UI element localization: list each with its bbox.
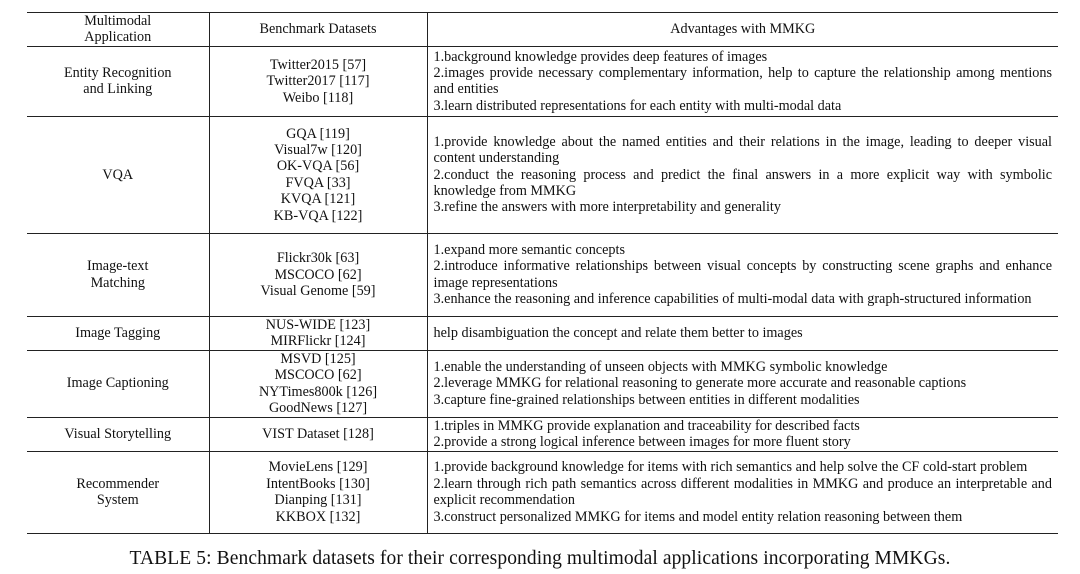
dataset-item: OK-VQA [56]	[276, 158, 360, 175]
header-datasets: Benchmark Datasets	[209, 13, 427, 47]
table-caption: TABLE 5: Benchmark datasets for their corresponding multimodal applications incorporating MMKGs.	[129, 548, 951, 569]
dataset-item: Flickr30k [63]	[276, 250, 360, 267]
dataset-item: KKBOX [132]	[275, 508, 361, 525]
dataset-item: Dianping [131]	[274, 492, 362, 509]
mmkg-applications-table	[27, 12, 1058, 534]
advantages-cell	[427, 116, 1058, 233]
advantages-cell	[427, 46, 1058, 116]
dataset-item: KB-VQA [122]	[273, 207, 363, 224]
header-advantages: Advantages with MMKG	[427, 13, 1058, 47]
advantage-item: 3.learn distributed representations for each entity with multi-modal data	[433, 97, 842, 114]
dataset-item: FVQA [33]	[285, 174, 351, 191]
advantage-item: 1.provide background knowledge for items with rich semantics and help solve the CF cold-start problem	[433, 459, 1028, 476]
advantage-item: help disambiguation the concept and relate them better to images	[433, 325, 803, 342]
datasets-cell	[209, 233, 427, 316]
table-row	[27, 417, 1058, 451]
table-row	[27, 116, 1058, 233]
table-row	[27, 46, 1058, 116]
dataset-item: Weibo [118]	[282, 89, 354, 106]
advantage-item: 1.background knowledge provides deep features of images	[433, 48, 768, 65]
advantages-cell	[427, 316, 1058, 350]
application-cell: Image Tagging	[27, 316, 209, 350]
dataset-item: NUS-WIDE [123]	[265, 316, 371, 333]
advantage-item: 3.capture fine-grained relationships between entities in different modalities	[433, 391, 860, 408]
dataset-item: MIRFlickr [124]	[270, 333, 366, 350]
advantages-cell	[427, 350, 1058, 417]
advantage-item: 3.refine the answers with more interpretability and generality	[433, 199, 781, 216]
table-row	[27, 233, 1058, 316]
advantages-cell	[427, 233, 1058, 316]
advantage-item: 1.enable the understanding of unseen objects with MMKG symbolic knowledge	[433, 359, 888, 376]
dataset-item: MSCOCO [62]	[274, 266, 362, 283]
application-cell: VQA	[27, 116, 209, 233]
dataset-item: MSVD [125]	[280, 350, 356, 367]
advantage-item: 3.enhance the reasoning and inference capabilities of multi-modal data with graph-structured information	[433, 291, 1032, 308]
advantage-item: 1.provide knowledge about the named entities and their relations in the image, leading to deeper visual content understanding	[433, 133, 1052, 167]
dataset-item: Visual Genome [59]	[260, 283, 376, 300]
application-cell: Image-text Matching	[27, 233, 209, 316]
dataset-item: Visual7w [120]	[274, 142, 362, 158]
datasets-cell	[209, 451, 427, 533]
datasets-cell	[209, 316, 427, 350]
advantages-cell	[427, 417, 1058, 451]
datasets-cell	[209, 417, 427, 451]
dataset-item: MSCOCO [62]	[274, 367, 362, 384]
advantage-item: 2.provide a strong logical inference between images for more fluent story	[433, 434, 851, 451]
application-cell: Image Captioning	[27, 350, 209, 417]
datasets-cell	[209, 350, 427, 417]
dataset-item: MovieLens [129]	[268, 459, 368, 476]
application-cell: Entity Recognition and Linking	[27, 46, 209, 116]
dataset-item: GQA [119]	[286, 125, 350, 142]
advantage-item: 2.images provide necessary complementary information, help to capture the relationship among mentions and entities	[433, 64, 1052, 98]
dataset-item: KVQA [121]	[280, 191, 356, 208]
dataset-item: GoodNews [127]	[268, 400, 368, 417]
advantage-item: 1.triples in MMKG provide explanation and traceability for described facts	[433, 417, 860, 434]
application-cell: Recommender System	[27, 451, 209, 533]
dataset-item: IntentBooks [130]	[266, 475, 370, 492]
table-row	[27, 350, 1058, 417]
header-application: Multimodal Application	[27, 13, 209, 47]
advantage-item: 2.learn through rich path semantics across different modalities in MMKG and produce an interpretable and explicit recommendation	[433, 475, 1052, 509]
table-row	[27, 316, 1058, 350]
dataset-item: VIST Dataset [128]	[262, 425, 374, 442]
advantage-item: 2.conduct the reasoning process and predict the final answers in a more explicit way with symbolic knowledge from MMKG	[433, 166, 1052, 200]
advantage-item: 2.introduce informative relationships between visual concepts by constructing scene graphs and enhance image representations	[433, 258, 1052, 291]
datasets-cell	[209, 116, 427, 233]
table-row	[27, 451, 1058, 533]
advantage-item: 3.construct personalized MMKG for items and model entity relation reasoning between them	[433, 508, 963, 525]
dataset-item: Twitter2017 [117]	[266, 73, 370, 90]
advantage-item: 2.leverage MMKG for relational reasoning to generate more accurate and reasonable captions	[433, 375, 967, 392]
datasets-cell	[209, 46, 427, 116]
dataset-item: Twitter2015 [57]	[269, 56, 367, 73]
table-header-row	[27, 13, 1058, 47]
application-cell: Visual Storytelling	[27, 417, 209, 451]
dataset-item: NYTimes800k [126]	[258, 383, 378, 400]
advantages-cell	[427, 451, 1058, 533]
advantage-item: 1.expand more semantic concepts	[433, 242, 625, 258]
